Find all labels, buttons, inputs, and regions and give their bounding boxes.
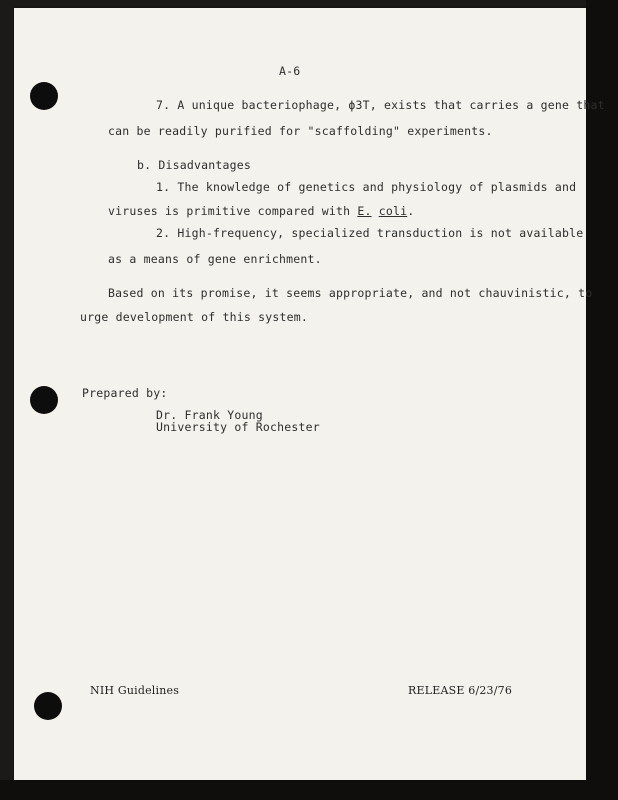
item-7-line-1: 7. A unique bacteriophage, ϕ3T, exists that carries a gene that bbox=[156, 98, 605, 112]
footer-left: NIH Guidelines bbox=[90, 684, 180, 697]
species-name: coli bbox=[378, 204, 408, 218]
punch-hole-middle bbox=[30, 386, 58, 414]
disadvantages-heading: b. Disadvantages bbox=[137, 158, 251, 172]
scan-edge-right bbox=[586, 0, 618, 800]
punch-hole-bottom bbox=[34, 692, 62, 720]
item-1-line-1: 1. The knowledge of genetics and physiology of plasmids and bbox=[156, 180, 577, 194]
conclusion-line-1: Based on its promise, it seems appropriate, and not chauvinistic, to bbox=[108, 286, 593, 300]
conclusion-line-2: urge development of this system. bbox=[80, 310, 308, 324]
author-affiliation: University of Rochester bbox=[156, 420, 320, 434]
footer-right: RELEASE 6/23/76 bbox=[408, 684, 513, 697]
item-2-line-1: 2. High-frequency, specialized transduction is not available bbox=[156, 226, 584, 240]
author-name: Dr. Frank Young bbox=[156, 408, 263, 422]
genus-abbrev: E. bbox=[357, 204, 372, 218]
item-1-line-2 bbox=[108, 204, 414, 218]
item-1-suffix: . bbox=[407, 204, 415, 218]
document-page bbox=[14, 8, 605, 780]
item-1-prefix: viruses is primitive compared with bbox=[108, 204, 358, 218]
prepared-by-label: Prepared by: bbox=[82, 386, 168, 400]
punch-hole-top bbox=[30, 82, 58, 110]
item-2-line-2: as a means of gene enrichment. bbox=[108, 252, 322, 266]
page-number: A-6 bbox=[279, 64, 301, 78]
item-7-line-2: can be readily purified for "scaffolding" experiments. bbox=[108, 124, 493, 138]
scan-edge-bottom bbox=[0, 780, 618, 800]
